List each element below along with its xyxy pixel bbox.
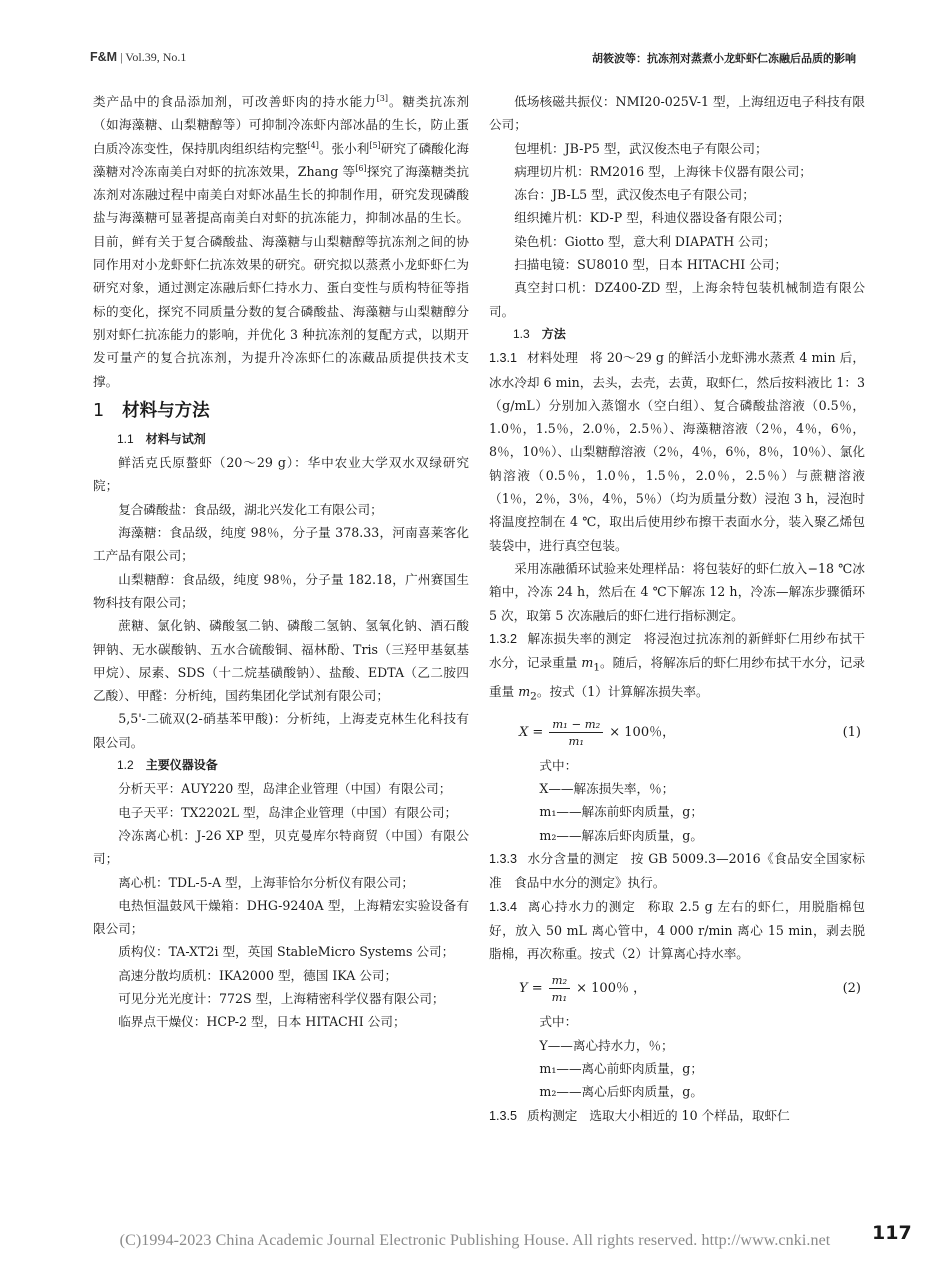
where-label: 式中：	[539, 1014, 578, 1030]
material-item: 蔗糖、氯化钠、磷酸氢二钠、磷酸二氢钠、氢氧化钠、酒石酸钾钠、无水碳酸钠、五水合硫酸铜、福林酚、Tris（三羟甲基氨基甲烷）、尿素、SDS（十二烷基磺酸钠）、盐酸、EDTA（乙二胺四乙酸）、甲醛：分析纯，国药集团化学试剂有限公司；	[93, 618, 469, 704]
left-column	[93, 90, 469, 1034]
instrument-item: 冻台：JB-L5 型，武汉俊杰电子有限公司；	[514, 187, 755, 203]
instrument-item: 电热恒温鼓风干燥箱：DHG-9240A 型，上海精宏实验设备有限公司；	[93, 897, 469, 937]
instrument-item: 临界点干燥仪：HCP-2 型，日本 HITACHI 公司；	[118, 1014, 406, 1030]
method-paragraph: 采用冻融循环试验来处理样品：将包装好的虾仁放入−18 ℃冰箱中，冷冻 24 h，然后在 4 ℃下解冻 12 h，冷冻—解冻步骤循环 5 次，取第 5 次冻融后的虾仁进行指标测定。	[489, 560, 865, 623]
ref-link[interactable]: [5]	[369, 140, 381, 150]
subsection-1-3-1: 1.3.1 材料处理 将 20～29 g 的鲜活小龙虾沸水蒸煮 4 min 后，冰水冷却 6 min，去头，去壳，去黄，取虾仁，然后按料液比 1：3（g/mL）分别加入蒸馏水（空白组）、复合磷酸盐溶液（0.5％，1.0％，1.5％，2.0％，2.5％）、海藻糖溶液（2％，4％，6％，8％，10％）、山梨糖醇溶液（2％，4％，6％，8％，10％）、氯化钠溶液（0.5％，1.0％，1.5％，2.0％，2.5％）与蔗糖溶液（1％，2％，3％，4％，5％）（均为质量分数）浸泡 3 h，浸泡时将温度控制在 4 ℃，取出后使用纱布擦干表面水分，装入聚乙烯包装袋中，进行真空包装。	[489, 350, 866, 553]
instrument-item: 分析天平：AUY220 型，岛津企业管理（中国）有限公司；	[118, 781, 452, 797]
ref-link[interactable]: [3]	[376, 93, 388, 103]
right-column	[489, 90, 865, 1128]
section-heading-1: 1 材料与方法	[93, 400, 210, 421]
instrument-item: 包埋机：JB-P5 型，武汉俊杰电子有限公司；	[514, 140, 768, 156]
section-heading-1-3: 1.3 方法	[513, 326, 566, 341]
instrument-item: 低场核磁共振仪：NMI20-025V-1 型，上海纽迈电子科技有限公司；	[489, 94, 865, 133]
journal-logo: F&M	[90, 50, 118, 64]
equation-1: X = $\frac{\text{m₁ − m₂}}{\text{m₁}}$ × 100％， (1)	[489, 717, 865, 748]
instrument-item: 质构仪：TA-XT2i 型，英国 StableMicro Systems 公司；	[118, 944, 455, 960]
variable-definition: m₂——离心后虾肉质量，g。	[539, 1084, 703, 1100]
ref-link[interactable]: [6]	[355, 163, 367, 173]
section-heading-1-2: 1.2 主要仪器设备	[117, 758, 218, 773]
variable-definition: X——解冻损失率，％；	[539, 781, 675, 797]
instrument-item: 扫描电镜：SU8010 型，日本 HITACHI 公司；	[514, 257, 787, 273]
instrument-item: 离心机：TDL-5-A 型，上海菲恰尔分析仪有限公司；	[118, 874, 414, 890]
material-item: 5,5'-二硫双(2-硝基苯甲酸)：分析纯，上海麦克林生化科技有限公司。	[93, 711, 469, 750]
material-item: 鲜活克氏原螯虾（20～29 g）：华中农业大学双水双绿研究院；	[93, 455, 469, 494]
header-separator: |	[120, 50, 126, 64]
ref-link[interactable]: [4]	[307, 140, 319, 150]
where-label: 式中：	[539, 757, 578, 773]
volume-info: Vol.39, No.1	[125, 50, 187, 64]
variable-definition: m₁——离心前虾肉质量，g；	[539, 1061, 703, 1077]
instrument-item: 组织摊片机：KD-P 型，科迪仪器设备有限公司；	[514, 210, 790, 226]
instrument-item: 病理切片机：RM2016 型，上海徕卡仪器有限公司；	[514, 163, 812, 179]
variable-definition: m₁——解冻前虾肉质量，g；	[539, 804, 703, 820]
instrument-item: 染色机：Giotto 型，意大利 DIAPATH 公司；	[514, 233, 776, 249]
instrument-item: 电子天平：TX2202L 型，岛津企业管理（中国）有限公司；	[118, 804, 458, 820]
equation-2: Y = $\frac{\text{m₂}}{\text{m₁}}$ × 100％ ， (2)	[489, 973, 865, 1004]
material-item: 复合磷酸盐：食品级，湖北兴发化工有限公司；	[118, 501, 383, 517]
variable-definition: Y——离心持水力，％；	[539, 1037, 674, 1053]
running-title: 胡筱波等：抗冻剂对蒸煮小龙虾虾仁冻融后品质的影响	[592, 52, 856, 65]
intro-paragraph: 类产品中的食品添加剂，可改善虾肉的持水能力[3]。糖类抗冻剂（如海藻糖、山梨糖醇等）可抑制冷冻虾内部冰晶的生长，防止蛋白质冷冻变性，保持肌肉组织结构完整[4]。张小利[5]研究了磷酸化海藻糖对冷冻南美白对虾的抗冻效果，Zhang 等[6]探究了海藻糖类抗冻剂对冻融过程中南美白对虾冰晶生长的抑制作用，研究发现磷酸盐与海藻糖可显著提高南美白对虾的抗冻能力，抑制冰晶的生长。目前，鲜有关于复合磷酸盐、海藻糖与山梨糖醇等抗冻剂之间的协同作用对小龙虾虾仁抗冻效果的研究。研究拟以蒸煮小龙虾虾仁为研究对象，通过测定冻融后虾仁持水力、蛋白变性与质构特征等指标的变化，探究不同质量分数的复合磷酸盐、海藻糖与山梨糖醇分别对虾仁抗冻能力的影响，并优化 3 种抗冻剂的复配方式，以期开发可量产的复合抗冻剂，为提升冷冻虾仁的冻藏品质提供技术支撑。	[93, 93, 470, 389]
subsection-1-3-2: 1.3.2 解冻损失率的测定 将浸泡过抗冻剂的新鲜虾仁用纱布拭干水分，记录重量 $m_1$。随后，将解冻后的虾仁用纱布拭干水分，记录重量 $m_2$。按式（1）计算解冻损失率。	[489, 630, 866, 703]
equation-number: (1)	[842, 724, 861, 740]
running-header-left	[90, 50, 186, 65]
equation-number: (2)	[842, 981, 861, 997]
page-number: 117	[872, 1222, 912, 1244]
instrument-item: 可见分光光度计：772S 型，上海精密科学仪器有限公司；	[118, 990, 445, 1006]
section-heading-1-1: 1.1 材料与试剂	[117, 431, 206, 446]
subsection-1-3-5: 1.3.5 质构测定 选取大小相近的 10 个样品，取虾仁	[489, 1107, 790, 1123]
copyright-footer: (C)1994-2023 China Academic Journal Electronic Publishing House. All rights reserved. http://www.cnki.net	[119, 1232, 831, 1249]
material-item: 山梨糖醇：食品级，纯度 98％，分子量 182.18，广州赛国生物科技有限公司；	[93, 571, 469, 610]
subsection-1-3-3: 1.3.3 水分含量的测定 按 GB 5009.3—2016《食品安全国家标准 食品中水分的测定》执行。	[489, 850, 866, 891]
fraction: $\frac{\text{m₂}}{\text{m₁}}$	[549, 973, 571, 1004]
instrument-item: 冷冻离心机：J-26 XP 型，贝克曼库尔特商贸（中国）有限公司；	[93, 827, 469, 867]
subsection-1-3-4: 1.3.4 离心持水力的测定 称取 2.5 g 左右的虾仁，用脱脂棉包好，放入 50 mL 离心管中，4 000 r/min 离心 15 min，剥去脱脂棉，再次称重。按式（2）计算离心持水率。	[489, 898, 865, 962]
instrument-item: 真空封口机：DZ400-ZD 型，上海余特包装机械制造有限公司。	[489, 280, 865, 319]
instrument-item: 高速分散均质机：IKA2000 型，德国 IKA 公司；	[118, 967, 398, 983]
material-item: 海藻糖：食品级，纯度 98％，分子量 378.33，河南喜莱客化工产品有限公司；	[93, 525, 469, 564]
variable-definition: m₂——解冻后虾肉质量，g。	[539, 827, 703, 843]
fraction: $\frac{\text{m₁ − m₂}}{\text{m₁}}$	[549, 717, 603, 748]
